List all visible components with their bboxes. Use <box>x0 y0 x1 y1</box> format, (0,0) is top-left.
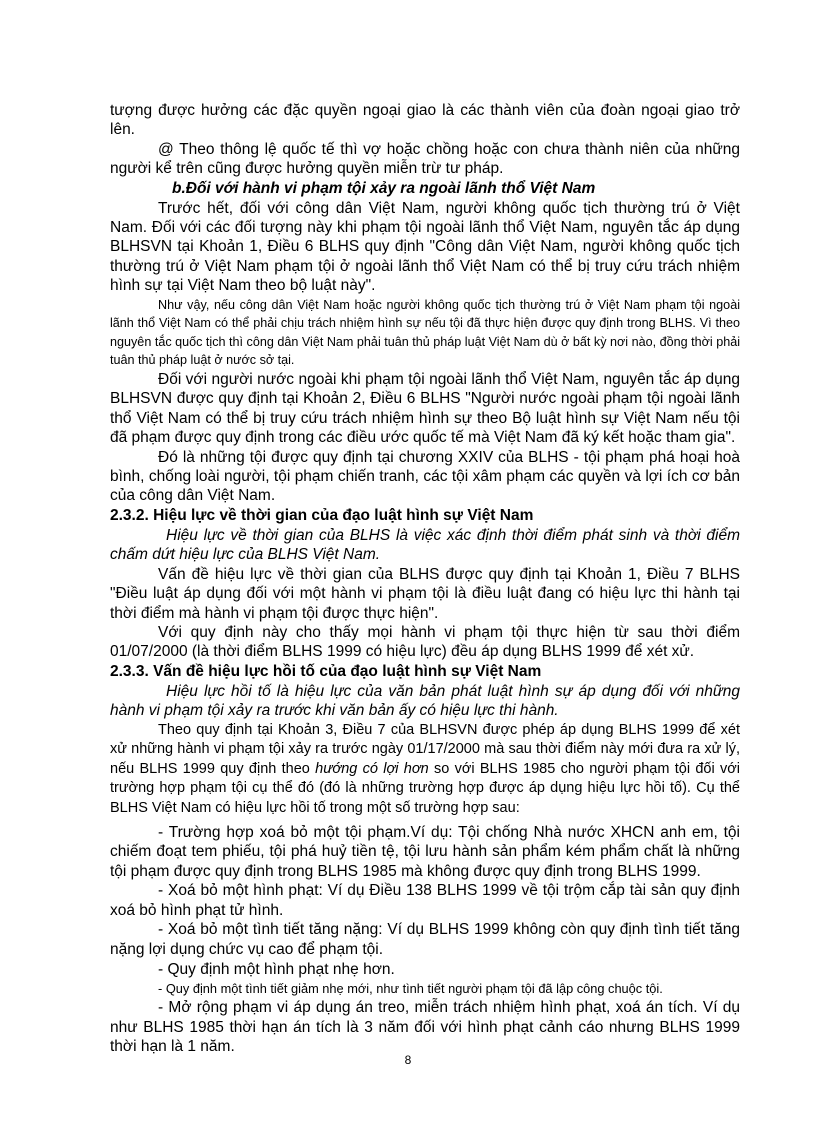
emphasis-text: hướng có lợi hơn <box>315 760 429 777</box>
list-item: - Mở rộng phạm vi áp dụng án treo, miễn trách nhiệm hình phạt, xoá án tích. Ví dụ như BLHS 1985 thời hạn án tích là 3 năm đối với hình phạt cảnh cáo nhưng BLHS 1999 thời hạn là 1 năm. <box>110 999 740 1056</box>
list-item: - Quy định một hình phạt nhẹ hơn. <box>158 960 395 978</box>
list-item: - Xoá bỏ một tình tiết tăng nặng: Ví dụ BLHS 1999 không còn quy định tình tiết tăng nặng lợi dụng chức vụ cao để phạm tội. <box>110 921 740 959</box>
section-heading-2-3-2: 2.3.2. Hiệu lực về thời gian của đạo luật hình sự Việt Nam <box>110 506 534 524</box>
paragraph: Vấn đề hiệu lực về thời gian của BLHS được quy định tại Khoản 1, Điều 7 BLHS "Điều luật áp dụng đối với một hành vi phạm tội là điều luật đang có hiệu lực thi hành tại thời điểm mà hành vi phạm tội được thực hiện". <box>110 565 740 622</box>
list-item: - Quy định một tình tiết giảm nhẹ mới, như tình tiết người phạm tội đã lập công chuộc tội. <box>158 981 663 997</box>
paragraph <box>110 721 740 819</box>
list-item: - Trường hợp xoá bỏ một tội phạm.Ví dụ: Tội chống Nhà nước XHCN anh em, tội chiếm đoạt tem phiếu, tội phá huỷ tiền tệ, tội lưu hành sản phẩm kém phẩm chất là những tội phạm được quy định trong BLHS 1985 mà không được quy định trong BLHS 1999. <box>110 823 740 880</box>
definition-paragraph: Hiệu lực hồi tố là hiệu lực của văn bản phát luật hình sự áp dụng đối với những hành vi phạm tội xảy ra trước khi văn bản ấy có hiệu lực thi hành. <box>110 682 740 720</box>
paragraph: tượng được hưởng các đặc quyền ngoại giao là các thành viên của đoàn ngoại giao trở lên. <box>110 102 740 139</box>
section-heading-2-3-3: 2.3.3. Vấn đề hiệu lực hồi tố của đạo luật hình sự Việt Nam <box>110 662 542 680</box>
list-item: - Xoá bỏ một hình phạt: Ví dụ Điều 138 BLHS 1999 về tội trộm cắp tài sản quy định xoá bỏ hình phạt tử hình. <box>110 882 740 919</box>
paragraph: Với quy định này cho thấy mọi hành vi phạm tội thực hiện từ sau thời điểm 01/07/2000 (là thời điểm BLHS 1999 có hiệu lực) đều áp dụng BLHS 1999 để xét xử. <box>110 623 740 661</box>
text-run: so với BLHS 1985 cho người phạm tội đối với trường hợp phạm tội cụ thể đó (đó là những trường hợp được áp dụng hiệu lực hồi tố). Cụ thể BLHS Việt Nam có hiệu lực hồi tố trong một số trường hợp sau: <box>110 760 740 816</box>
paragraph: Đó là những tội được quy định tại chương XXIV của BLHS - tội phạm phá hoại hoà bình, chống loài người, tội phạm chiến tranh, các tội xâm phạm các quyền và lợi ích cơ bản của công dân Việt Nam. <box>110 448 740 505</box>
document-page <box>110 101 740 1057</box>
paragraph: Trước hết, đối với công dân Việt Nam, người không quốc tịch thường trú ở Việt Nam. Đối với các đối tượng này khi phạm tội ngoài lãnh thổ Việt Nam, nguyên tắc áp dụng BLHSVN tại Khoản 1, Điều 6 BLHS quy định "Công dân Việt Nam, người không quốc tịch thường trú ở Việt Nam phạm tội ở ngoài lãnh thổ Việt Nam có thể bị truy cứu trách nhiệm hình sự tại Việt Nam theo bộ luật này". <box>110 199 740 295</box>
text-run: Theo quy định tại Khoản 3, Điều 7 của BLHSVN được phép áp dụng BLHS 1999 để xét xử những hành vi phạm tội xảy ra trước ngày 01/17/2000 mà sau thời điểm này mới đưa ra xử lý, nếu BLHS 1999 quy định theo <box>110 721 740 777</box>
paragraph-small: Như vậy, nếu công dân Việt Nam hoặc người không quốc tịch thường trú ở Việt Nam phạm tội ngoài lãnh thổ Việt Nam có thể phải chịu trách nhiệm hình sự nếu tội đã thực hiện được quy định trong BLHS. Vì theo nguyên tắc quốc tịch thì công dân Việt Nam phải tuân thủ pháp luật Việt Nam dù ở bất kỳ nơi nào, đồng thời phải tuân thủ pháp luật ở nước sở tại. <box>110 297 740 368</box>
section-heading-b: b.Đối với hành vi phạm tội xảy ra ngoài lãnh thổ Việt Nam <box>172 179 596 197</box>
paragraph: Đối với người nước ngoài khi phạm tội ngoài lãnh thổ Việt Nam, nguyên tắc áp dụng BLHSVN được quy định tại Khoản 2, Điều 6 BLHS "Người nước ngoài phạm tội ngoài lãnh thổ Việt Nam có thể bị truy cứu trách nhiệm hình sự theo Bộ luật hình sự Việt Nam nếu tội đã phạm được quy định trong các điều ước quốc tế mà Việt Nam đã ký kết hoặc tham gia". <box>110 371 740 447</box>
paragraph: @ Theo thông lệ quốc tế thì vợ hoặc chồng hoặc con chưa thành niên của những người kể trên cũng được hưởng quyền miễn trừ tư pháp. <box>110 140 740 178</box>
definition-paragraph: Hiệu lực về thời gian của BLHS là việc xác định thời điểm phát sinh và thời điểm chấm dứt hiệu lực của BLHS Việt Nam. <box>110 526 740 564</box>
page-number: 8 <box>404 1053 412 1067</box>
